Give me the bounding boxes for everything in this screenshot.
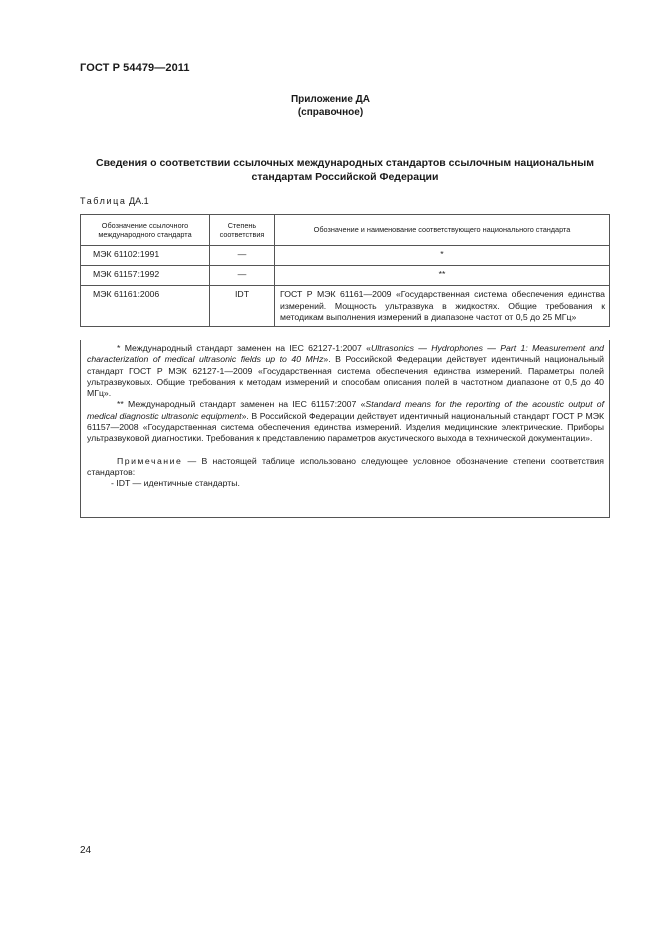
table-caption xyxy=(80,196,149,206)
remark-item: - IDT — идентичные стандарты. xyxy=(111,478,240,489)
cell-national: ГОСТ Р МЭК 61161—2009 «Государственная система обеспечения единства измерений. Мощность ультразвука в жидкостях. Общие требования к методикам выполнения измерений в диапазоне частот от 0,5 до 25 МГц» xyxy=(275,286,610,327)
table-row xyxy=(81,266,610,286)
column-header-national: Обозначение и наименование соответствующего национального стандарта xyxy=(275,215,610,246)
cell-degree: IDT xyxy=(210,286,275,327)
cell-national: ** xyxy=(275,266,610,286)
footnote-1 xyxy=(87,343,604,399)
appendix-subtitle: (справочное) xyxy=(297,107,364,118)
remark-label: Примечание xyxy=(117,455,183,466)
section-title xyxy=(80,156,610,184)
table-row xyxy=(81,286,610,327)
column-header-degree: Степень соответствия xyxy=(210,215,275,246)
table-caption-word: Таблица xyxy=(80,196,127,206)
spacer xyxy=(87,445,604,456)
remark-text: — В настоящей таблице использовано следующее условное обозначение степени соответствия стандартов: xyxy=(87,455,604,477)
remark xyxy=(87,456,604,479)
footnote-1-text: * Международный стандарт заменен на IEC 62127-1:2007 « xyxy=(117,343,371,353)
cell-intl: МЭК 61161:2006 xyxy=(81,286,210,327)
footnote-1-title: Ultrasonics — Hydrophones — Part 1: Measurement and characterization of medical ultrasonic fields up to 40 MHz xyxy=(87,343,605,365)
cell-intl: МЭК 61102:1991 xyxy=(81,246,210,266)
footnote-2-text: ** Международный стандарт заменен на IEC 61157:2007 « xyxy=(117,399,366,410)
correspondence-table xyxy=(80,214,610,327)
table-footnotes xyxy=(80,340,610,518)
cell-degree: — xyxy=(210,266,275,286)
cell-national: * xyxy=(275,246,610,266)
section-title-line1: Сведения о соответствии ссылочных международных стандартов ссылочным национальным xyxy=(96,157,594,169)
footnote-2-title: Standard means for the reporting of the acoustic output of medical diagnostic ultrasonic equipment xyxy=(87,399,604,421)
footnote-2 xyxy=(87,399,604,444)
table-caption-id: ДА.1 xyxy=(129,196,149,206)
table-header-row xyxy=(81,215,610,246)
cell-degree: — xyxy=(210,246,275,266)
footnote-1-text-end: ». В Российской Федерации действует идентичный национальный стандарт ГОСТ Р МЭК 62127-1—2009 «Государственная система обеспечения единства измерений. Параметры полей ультразвуковых. Общие требования к методам измерений и способам описания полей в частотном диапазоне от 0,5 до 40 МГц». xyxy=(87,354,605,399)
section-title-line2: стандартам Российской Федерации xyxy=(251,171,439,183)
column-header-intl: Обозначение ссылочного международного стандарта xyxy=(81,215,210,246)
appendix-title: Приложение ДА xyxy=(290,94,371,105)
document-header: ГОСТ Р 54479—2011 xyxy=(80,62,190,74)
cell-intl: МЭК 61157:1992 xyxy=(81,266,210,286)
appendix-heading xyxy=(0,93,661,119)
page-number: 24 xyxy=(80,845,92,856)
footnote-2-text-end: ». В Российской Федерации действует идентичный национальный стандарт ГОСТ Р МЭК 61157—2008 «Государственная система обеспечения единства измерений. Изделия медицинские электрические. Приборы ультразвуковой диагностики. Требования к представлению параметров акустического выхода в технической документации». xyxy=(87,410,605,444)
table-row xyxy=(81,246,610,266)
